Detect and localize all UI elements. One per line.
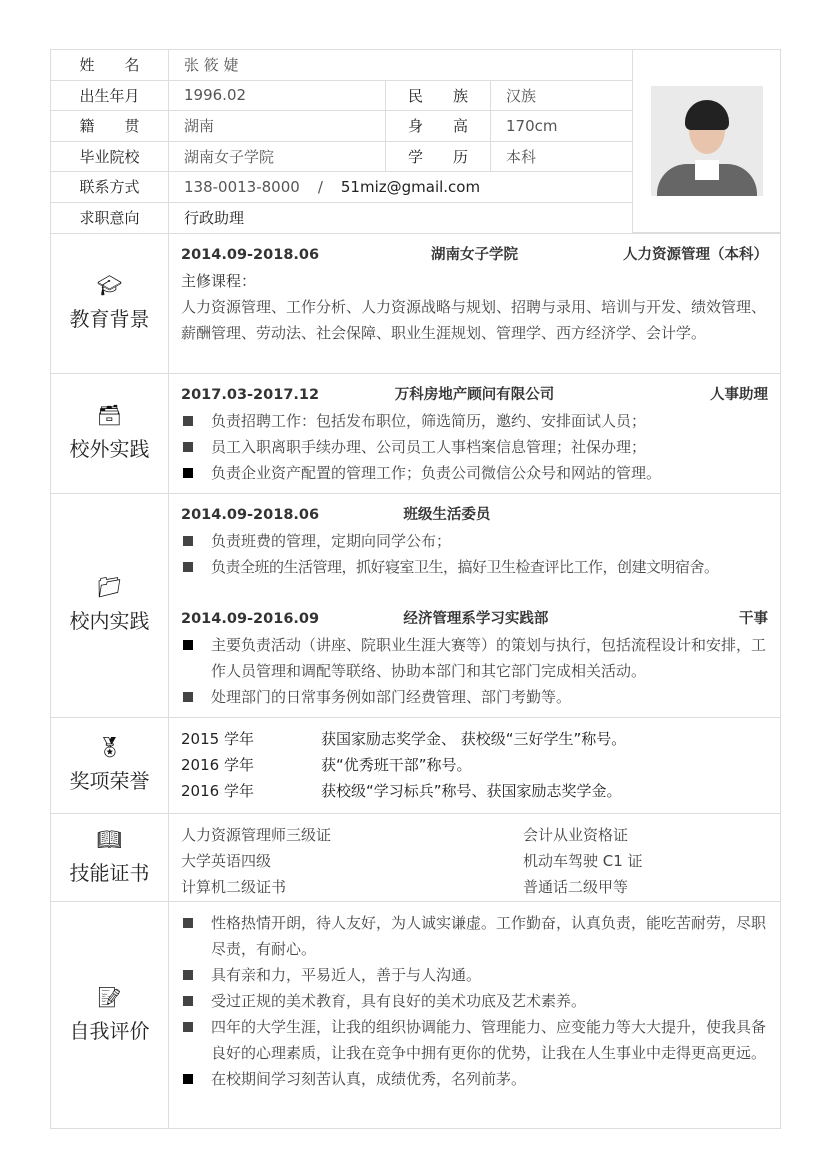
list-item: [181, 988, 768, 1014]
ethnic-label: 民 族: [386, 81, 491, 112]
section-title: 技能证书: [69, 861, 150, 885]
award-year: 2016 学年: [181, 756, 254, 774]
list-item: [181, 408, 768, 434]
role: 干事: [738, 611, 768, 627]
item-text: 员工入职离职手续办理、公司员工人事档案信息管理；社保办理；: [211, 438, 647, 456]
role: 人事助理: [710, 387, 769, 403]
book-icon: 📖︎: [96, 827, 123, 851]
school-value: 湖南女子学院: [169, 142, 386, 173]
section-title: 教育背景: [69, 307, 150, 331]
school-label: 毕业院校: [51, 142, 169, 173]
skill: 人力资源管理师三级证: [181, 826, 332, 844]
education-section: [51, 233, 780, 373]
height-value: 170cm: [491, 111, 633, 142]
school: 湖南女子学院: [431, 247, 518, 263]
degree-value: 本科: [491, 142, 633, 173]
birth-label: 出生年月: [51, 81, 169, 112]
award-year: 2016 学年: [181, 782, 254, 800]
intent-label: 求职意向: [51, 203, 169, 234]
period: 2014.09-2018.06: [181, 507, 320, 523]
skills-section: [51, 813, 780, 901]
period: 2014.09-2016.09: [181, 611, 320, 627]
courses: 人力资源管理、工作分析、人力资源战略与规划、招聘与录用、培训与开发、绩效管理、薪酬管理、劳动法、社会保障、职业生涯规划、管理学、西方经济学、会计学。: [181, 298, 767, 342]
item-text: 在校期间学习刻苦认真，成绩优秀，名列前茅。: [211, 1070, 527, 1088]
section-title: 校内实践: [69, 609, 150, 633]
list-item: [181, 684, 768, 710]
award-row: [181, 726, 768, 752]
native-label: 籍 贯: [51, 111, 169, 142]
award-text: 获校级“学习标兵”称号、获国家励志奖学金。: [321, 782, 622, 800]
contact-value: [169, 172, 633, 203]
item-text: 负责班费的管理，定期向同学公布；: [211, 532, 452, 550]
separator: /: [317, 177, 323, 196]
period: 2014.09-2018.06: [181, 247, 320, 263]
award-text: 获“优秀班干部”称号。: [321, 756, 472, 774]
item-text: 负责招聘工作：包括发布职位，筛选简历，邀约、安排面试人员；: [211, 412, 647, 430]
courses-label: 主修课程：: [181, 272, 257, 290]
list-item: [181, 554, 768, 580]
major: 人力资源管理（本科）: [623, 247, 769, 263]
item-text: 处理部门的日常事务例如部门经费管理、部门考勤等。: [211, 688, 572, 706]
item-text: 受过正规的美术教育，具有良好的美术功底及艺术素养。: [211, 992, 587, 1010]
org: 万科房地产顾问有限公司: [394, 387, 555, 403]
degree-label: 学 历: [386, 142, 491, 173]
intent-value: 行政助理: [169, 203, 633, 234]
self-evaluation-section: [51, 901, 780, 1128]
list-item: [181, 1014, 768, 1066]
medal-icon: 🏅︎: [96, 735, 123, 759]
item-text: 负责企业资产配置的管理工作；负责公司微信公众号和网站的管理。: [211, 464, 662, 482]
inside-section: [51, 493, 780, 717]
email: 51miz@gmail.com: [340, 177, 481, 196]
item-text: 主要负责活动（讲座、院职业生涯大赛等）的策划与执行，包括流程设计和安排，工作人员管理和调配等联络、协助本部门和其它部门完成相关活动。: [211, 636, 767, 680]
note-icon: 📝︎: [96, 984, 123, 1009]
org: 班级生活委员: [403, 507, 491, 523]
height-label: 身 高: [386, 111, 491, 142]
awards-section: [51, 717, 780, 813]
list-item: [181, 910, 768, 962]
photo: [633, 50, 780, 233]
skill: 机动车驾驶 C1 证: [523, 852, 643, 870]
skill: 大学英语四级: [181, 852, 272, 870]
contact-label: 联系方式: [51, 172, 169, 203]
award-year: 2015 学年: [181, 730, 254, 748]
org: 经济管理系学习实践部: [403, 611, 549, 627]
birth-value: 1996.02: [169, 81, 386, 112]
outside-section: [51, 373, 780, 493]
list-item: [181, 962, 768, 988]
list-item: [181, 528, 768, 554]
item-text: 四年的大学生涯，让我的组织协调能力、管理能力、应变能力等大大提升，使我具备良好的心理素质，让我在竞争中拥有更你的优势，让我在人生事业中走得更高更远。: [211, 1018, 767, 1062]
award-row: [181, 778, 768, 804]
section-title: 校外实践: [69, 437, 150, 461]
skill: 会计从业资格证: [523, 826, 629, 844]
skill: 普通话二级甲等: [523, 878, 629, 896]
graduation-cap-icon: 🎓︎: [96, 273, 123, 297]
award-text: 获国家励志奖学金、 获校级“三好学生”称号。: [321, 730, 627, 748]
period: 2017.03-2017.12: [181, 387, 320, 403]
profile-table: [51, 50, 780, 233]
list-item: [181, 1066, 768, 1092]
award-row: [181, 752, 768, 778]
section-title: 自我评价: [69, 1018, 150, 1043]
name-value: 张 筱 婕: [169, 50, 633, 81]
list-item: [181, 632, 768, 684]
skill: 计算机二级证书: [181, 878, 287, 896]
archive-box-icon: 🗃︎: [96, 403, 123, 427]
native-value: 湖南: [169, 111, 386, 142]
name-label: 姓 名: [51, 50, 169, 81]
section-title: 奖项荣誉: [69, 769, 150, 793]
item-text: 性格热情开朗，待人友好，为人诚实谦虚。工作勤奋，认真负责，能吃苦耐劳，尽职尽责，有耐心。: [211, 914, 767, 958]
role: [586, 502, 768, 528]
phone: 138-0013-8000: [184, 177, 300, 196]
list-item: [181, 434, 768, 460]
folder-icon: 📁︎: [96, 575, 123, 599]
list-item: [181, 460, 768, 486]
ethnic-value: 汉族: [491, 81, 633, 112]
item-text: 具有亲和力，平易近人，善于与人沟通。: [211, 966, 482, 984]
item-text: 负责全班的生活管理，抓好寝室卫生，搞好卫生检查评比工作，创建文明宿舍。: [211, 558, 719, 576]
resume: [50, 49, 781, 1129]
